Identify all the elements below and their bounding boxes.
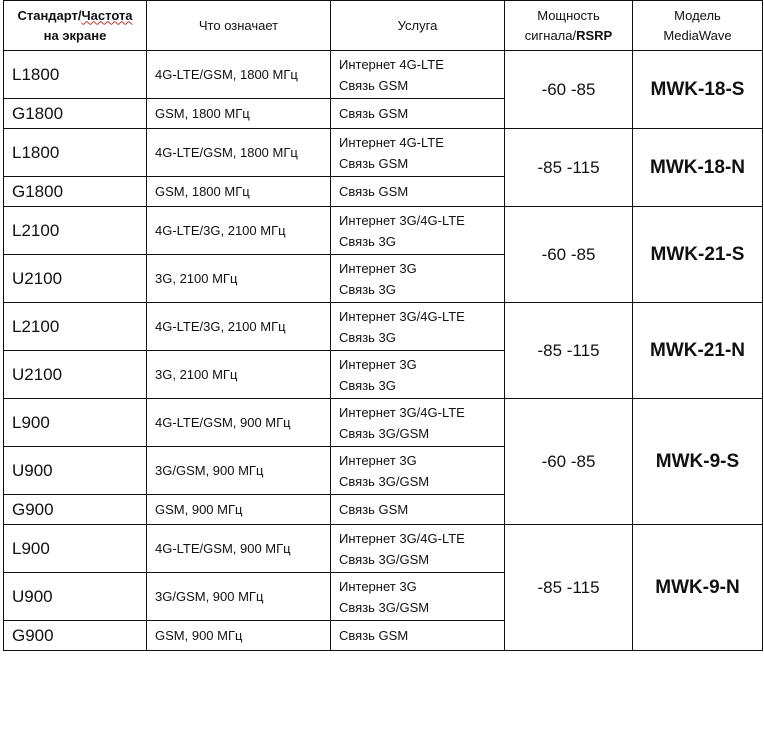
standard-cell: U2100 — [4, 351, 147, 399]
header-frequency-label: Частота — [81, 7, 133, 23]
service-cell — [331, 255, 505, 303]
service-line: Интернет 3G — [339, 578, 417, 594]
meaning-cell: GSM, 900 МГц — [147, 495, 331, 525]
meaning-cell: 4G-LTE/GSM, 900 МГц — [147, 525, 331, 573]
service-line: Интернет 3G — [339, 356, 417, 372]
signal-cell: -60 -85 — [505, 207, 633, 303]
service-cell — [331, 525, 505, 573]
service-line: Связь 3G — [339, 281, 396, 297]
meaning-cell: 4G-LTE/GSM, 1800 МГц — [147, 129, 331, 177]
standard-cell: G900 — [4, 621, 147, 651]
service-line: Интернет 3G/4G-LTE — [339, 404, 465, 420]
service-line: Связь 3G — [339, 329, 396, 345]
meaning-cell: 4G-LTE/3G, 2100 МГц — [147, 207, 331, 255]
signal-cell: -60 -85 — [505, 51, 633, 129]
service-cell — [331, 399, 505, 447]
service-line: Интернет 3G/4G-LTE — [339, 212, 465, 228]
header-model-brand: MediaWave — [663, 27, 732, 43]
header-rsrp: RSRP — [576, 27, 613, 43]
service-line: Связь GSM — [339, 502, 409, 517]
service-cell — [331, 207, 505, 255]
service-line: Связь GSM — [339, 77, 409, 93]
frequency-table — [3, 0, 763, 651]
standard-cell: L900 — [4, 399, 147, 447]
service-line: Связь 3G/GSM — [339, 599, 430, 615]
model-cell: MWK-18-S — [633, 51, 763, 129]
header-standard-label: Стандарт/ — [17, 7, 82, 23]
standard-cell: G1800 — [4, 177, 147, 207]
header-service: Услуга — [331, 1, 505, 51]
service-line: Интернет 3G/4G-LTE — [339, 308, 465, 324]
service-cell — [331, 495, 505, 525]
signal-cell: -85 -115 — [505, 129, 633, 207]
table-row — [4, 525, 763, 573]
service-cell — [331, 129, 505, 177]
header-standard — [4, 1, 147, 51]
service-line: Интернет 4G-LTE — [339, 134, 444, 150]
meaning-cell: 3G/GSM, 900 МГц — [147, 447, 331, 495]
service-line: Связь GSM — [339, 184, 409, 199]
meaning-cell: GSM, 1800 МГц — [147, 99, 331, 129]
standard-cell: G900 — [4, 495, 147, 525]
header-signal-line1: Мощность — [537, 7, 600, 23]
service-cell — [331, 621, 505, 651]
table-row — [4, 303, 763, 351]
model-cell: MWK-9-N — [633, 525, 763, 651]
service-line: Связь 3G — [339, 377, 396, 393]
header-model-line1: Модель — [674, 7, 721, 23]
header-model — [633, 1, 763, 51]
header-signal-line2: сигнала/ — [524, 27, 577, 43]
standard-cell: L2100 — [4, 303, 147, 351]
table-row — [4, 129, 763, 177]
meaning-cell: 3G, 2100 МГц — [147, 255, 331, 303]
table-body — [4, 51, 763, 651]
service-cell — [331, 447, 505, 495]
service-line: Связь 3G/GSM — [339, 551, 430, 567]
table-row — [4, 51, 763, 99]
model-cell: MWK-21-N — [633, 303, 763, 399]
standard-cell: L1800 — [4, 129, 147, 177]
standard-cell: U900 — [4, 573, 147, 621]
model-cell: MWK-21-S — [633, 207, 763, 303]
header-on-screen-label: на экране — [43, 27, 107, 43]
meaning-cell: 3G, 2100 МГц — [147, 351, 331, 399]
header-meaning: Что означает — [147, 1, 331, 51]
meaning-cell: GSM, 900 МГц — [147, 621, 331, 651]
standard-cell: L1800 — [4, 51, 147, 99]
service-line: Интернет 3G — [339, 260, 417, 276]
meaning-cell: 4G-LTE/GSM, 1800 МГц — [147, 51, 331, 99]
service-line: Интернет 4G-LTE — [339, 56, 444, 72]
standard-cell: G1800 — [4, 99, 147, 129]
service-line: Связь 3G/GSM — [339, 473, 430, 489]
service-line: Интернет 3G — [339, 452, 417, 468]
standard-cell: U2100 — [4, 255, 147, 303]
signal-cell: -60 -85 — [505, 399, 633, 525]
service-cell — [331, 177, 505, 207]
meaning-cell: 3G/GSM, 900 МГц — [147, 573, 331, 621]
standard-cell: L900 — [4, 525, 147, 573]
model-cell: MWK-18-N — [633, 129, 763, 207]
service-line: Интернет 3G/4G-LTE — [339, 530, 465, 546]
table-row — [4, 399, 763, 447]
service-line: Связь GSM — [339, 106, 409, 121]
service-line: Связь 3G — [339, 233, 396, 249]
meaning-cell: 4G-LTE/3G, 2100 МГц — [147, 303, 331, 351]
standard-cell: L2100 — [4, 207, 147, 255]
service-cell — [331, 351, 505, 399]
model-cell: MWK-9-S — [633, 399, 763, 525]
header-signal — [505, 1, 633, 51]
meaning-cell: 4G-LTE/GSM, 900 МГц — [147, 399, 331, 447]
service-line: Связь 3G/GSM — [339, 425, 430, 441]
signal-cell: -85 -115 — [505, 525, 633, 651]
service-line: Связь GSM — [339, 628, 409, 643]
signal-cell: -85 -115 — [505, 303, 633, 399]
service-line: Связь GSM — [339, 155, 409, 171]
service-cell — [331, 99, 505, 129]
service-cell — [331, 303, 505, 351]
meaning-cell: GSM, 1800 МГц — [147, 177, 331, 207]
service-cell — [331, 573, 505, 621]
service-cell — [331, 51, 505, 99]
table-header — [4, 1, 763, 51]
standard-cell: U900 — [4, 447, 147, 495]
table-row — [4, 207, 763, 255]
